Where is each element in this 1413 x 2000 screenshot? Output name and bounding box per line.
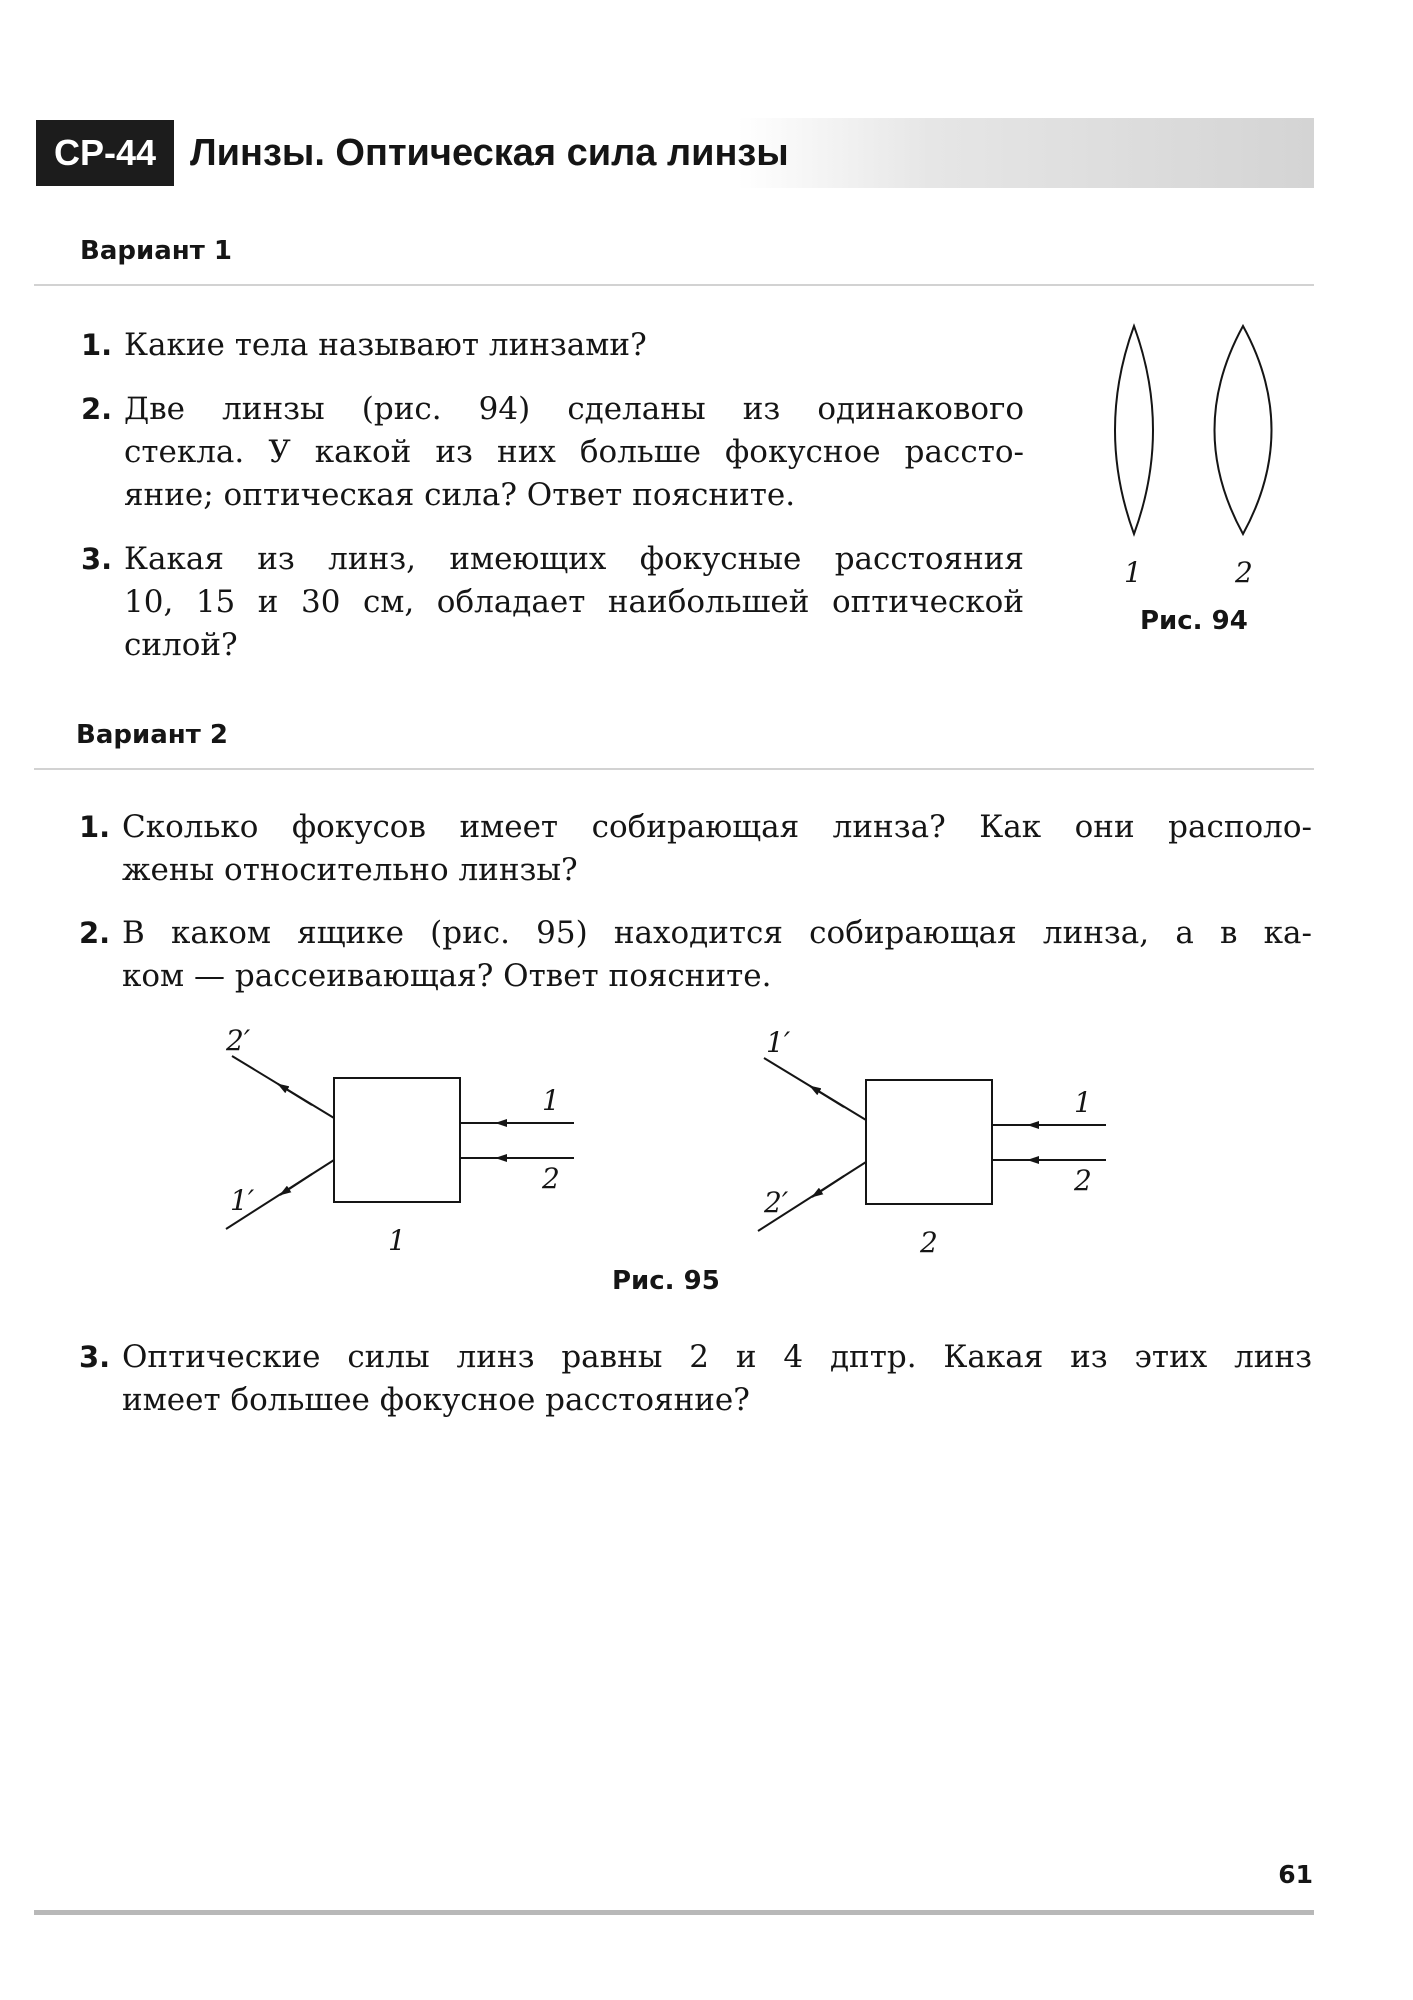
v2-question-2: [79, 912, 1312, 998]
figure-94-caption: Рис. 94: [1140, 606, 1248, 636]
box-1-in-bottom-label: 2: [542, 1162, 560, 1195]
question-number: 3.: [81, 542, 113, 576]
box-1-diagram: [225, 1024, 574, 1257]
v2-question-1: [79, 806, 1312, 892]
variant-2-heading: Вариант 2: [76, 720, 228, 750]
figure-94-lenses: [1090, 320, 1310, 600]
question-number: 1.: [79, 810, 111, 844]
figure-95-caption: Рис. 95: [612, 1266, 720, 1296]
lens-1-label: 1: [1124, 556, 1142, 589]
question-number: 2.: [79, 916, 111, 950]
arrow-out-bottom: [812, 1176, 844, 1197]
question-number: 2.: [81, 392, 113, 426]
page-number: 61: [1278, 1860, 1313, 1889]
page-title: Линзы. Оптическая сила линзы: [190, 132, 789, 174]
box-1-label: 1: [388, 1224, 406, 1257]
question-line: Сколько фокусов имеет собирающая линза? Как они располо-: [122, 809, 1312, 845]
question-line: имеет большее фокусное расстояние?: [122, 1382, 750, 1418]
v1-question-2: [81, 388, 1024, 517]
box-2-in-bottom-label: 2: [1074, 1164, 1092, 1197]
v2-question-3: [79, 1336, 1312, 1422]
thick-lens-shape: [1215, 326, 1272, 534]
variant-2-rule: [34, 768, 1314, 770]
question-line: жены относительно линзы?: [122, 852, 578, 888]
footer-rule: [34, 1910, 1314, 1915]
question-line: 10, 15 и 30 см, обладает наибольшей оптической: [124, 584, 1024, 620]
box-2-label: 2: [920, 1226, 938, 1259]
box-2-diagram: [758, 1026, 1106, 1259]
arrow-out-top: [810, 1086, 844, 1107]
box-1: [334, 1078, 460, 1202]
box-1-in-top-label: 1: [542, 1084, 560, 1117]
question-text: Какие тела называют линзами?: [124, 327, 647, 363]
v1-question-1: [81, 324, 1024, 367]
arrow-out-top: [278, 1084, 312, 1105]
lens-2-label: 2: [1235, 556, 1253, 589]
question-line: В каком ящике (рис. 95) находится собирающая линза, а в ка-: [122, 915, 1312, 951]
box-2-out-top-label: 1′: [766, 1026, 791, 1059]
figure-95-boxes: [0, 1010, 1413, 1280]
question-number: 1.: [81, 328, 113, 362]
box-1-out-bottom-label: 1′: [230, 1184, 255, 1217]
box-1-out-top-label: 2′: [226, 1024, 251, 1057]
question-line: ком — рассеивающая? Ответ поясните.: [122, 958, 772, 994]
variant-1-heading: Вариант 1: [80, 236, 232, 266]
thin-lens-shape: [1115, 326, 1153, 534]
question-line: силой?: [124, 627, 238, 663]
question-line: стекла. У какой из них больше фокусное рассто-: [124, 434, 1024, 470]
box-2: [866, 1080, 992, 1204]
question-line: Оптические силы линз равны 2 и 4 дптр. Какая из этих линз: [122, 1339, 1312, 1375]
arrow-out-bottom: [280, 1174, 312, 1195]
section-code-badge: СР-44: [36, 120, 174, 186]
question-number: 3.: [79, 1340, 111, 1374]
variant-1-rule: [34, 284, 1314, 286]
question-line: яние; оптическая сила? Ответ поясните.: [124, 477, 796, 513]
question-line: Две линзы (рис. 94) сделаны из одинакового: [124, 391, 1024, 427]
box-2-in-top-label: 1: [1074, 1086, 1092, 1119]
box-2-out-bottom-label: 2′: [764, 1186, 789, 1219]
v1-question-3: [81, 538, 1024, 667]
question-line: Какая из линз, имеющих фокусные расстояния: [124, 541, 1024, 577]
